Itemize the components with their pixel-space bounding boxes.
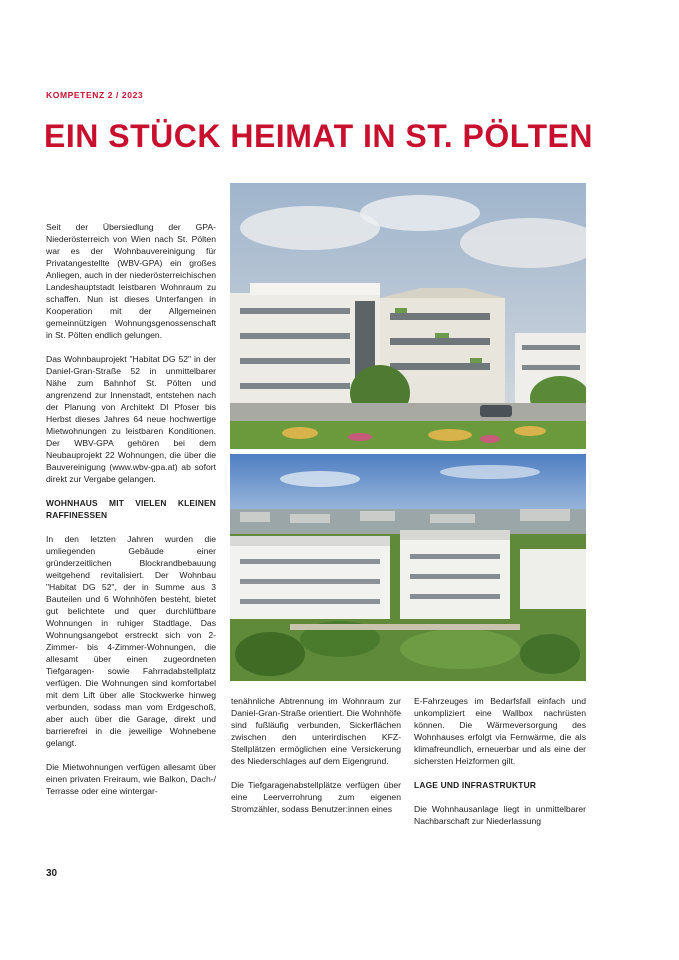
issue-kicker: KOMPETENZ 2 / 2023 (46, 90, 144, 100)
article-paragraph: Seit der Übersiedlung der GPA-Niederösterreich von Wien nach St. Pölten war es der Wohnbauvereinigung für Privatangestellte (WBV-GPA) ein großes Anliegen, auch in der niederösterreichischen Landeshauptstadt leistbaren Wohnraum zu schaffen. Nun ist dieses Unterfangen in Kooperation mit der Allgemeinen gemeinnützigen Wohnungsgenossenschaft in St. Pölten endlich gelungen. (46, 222, 216, 340)
aerial-rendering-image (230, 454, 586, 681)
building-photo-street (230, 183, 586, 449)
article-column-right (414, 695, 586, 839)
page-number: 30 (46, 868, 58, 879)
article-paragraph: In den letzten Jahren wurden die umliegenden Gebäude einer gründerzeitlichen Blockrandbebauung weitgehend revitalisiert. Der Wohnbau "Habitat DG 52", der in Summe aus 3 Bauteilen und 6 Wohnhöfen besteht, bietet gut belichtete und quer durchlüftbare Wohnungen in ruhiger Stadtlage. Das Wohnungsangebot erstreckt sich von 2-Zimmer- bis 4-Zimmer-Wohnungen, die allesamt über einen zugeordneten Tiefgaragen- sowie Fahrradabstellplatz verfügen. Die Wohnungen sind komfortabel mit dem Lift über alle Stockwerke hinweg verbunden, sodass man vom Erdgeschoß, aber auch über die Garage, direkt und barrierefrei in die jeweilige Wohnebene gelangt. (46, 534, 216, 748)
article-paragraph: Die Tiefgaragenabstellplätze verfügen über eine Leerverrohrung zum eigenen Stromzähler, sodass Benutzer:innen eines (231, 780, 401, 814)
article-paragraph: Die Wohnhausanlage liegt in unmittelbarer Nachbarschaft zur Niederlassung (414, 804, 586, 826)
article-column-middle (231, 695, 401, 827)
article-paragraph: Die Mietwohnungen verfügen allesamt über einen privaten Freiraum, wie Balkon, Dach-/ Terrasse oder eine wintergar- (46, 762, 216, 796)
article-paragraph: E-Fahrzeuges im Bedarfsfall einfach und unkompliziert eine Wallbox nachrüsten können. Die Wärmeversorgung des Wohnhauses erfolgt via Fernwärme, die als klimafreundlich, erneuerbar und als eine der sichersten Heizformen gilt. (414, 696, 586, 766)
building-photo-aerial (230, 454, 586, 681)
article-paragraph: Das Wohnbauprojekt "Habitat DG 52" in der Daniel-Gran-Straße 52 in unmittelbarer Nähe zum Bahnhof St. Pölten und angrenzend zur Innenstadt, entstehen nach der Planung von Architekt DI Pfoser bis Herbst dieses Jahres 64 neue hochwertige Mietwohnungen zu leistbaren Konditionen. Der WBV-GPA gehören bei dem Neubauprojekt 22 Wohnungen, die über die Bauvereinigung (www.wbv-gpa.at) ab sofort direkt zur Vergabe gelangen. (46, 354, 216, 484)
section-heading: LAGE UND INFRASTRUKTUR (414, 780, 537, 790)
article-paragraph: tenähnliche Abtrennung im Wohnraum zur Daniel-Gran-Straße orientiert. Die Wohnhöfe sind fußläufig verbunden, Sickerflächen zwischen den unterirdischen KFZ-Stellplätzen ermöglichen eine Versickerung des Niederschlages auf dem Eigengrund. (231, 696, 401, 766)
page-title: EIN STÜCK HEIMAT IN ST. PÖLTEN (44, 118, 593, 154)
street-rendering-image (230, 183, 586, 449)
section-heading: WOHNHAUS MIT VIELEN KLEINEN RAFFINESSEN (46, 498, 216, 520)
article-column-left (46, 221, 216, 809)
